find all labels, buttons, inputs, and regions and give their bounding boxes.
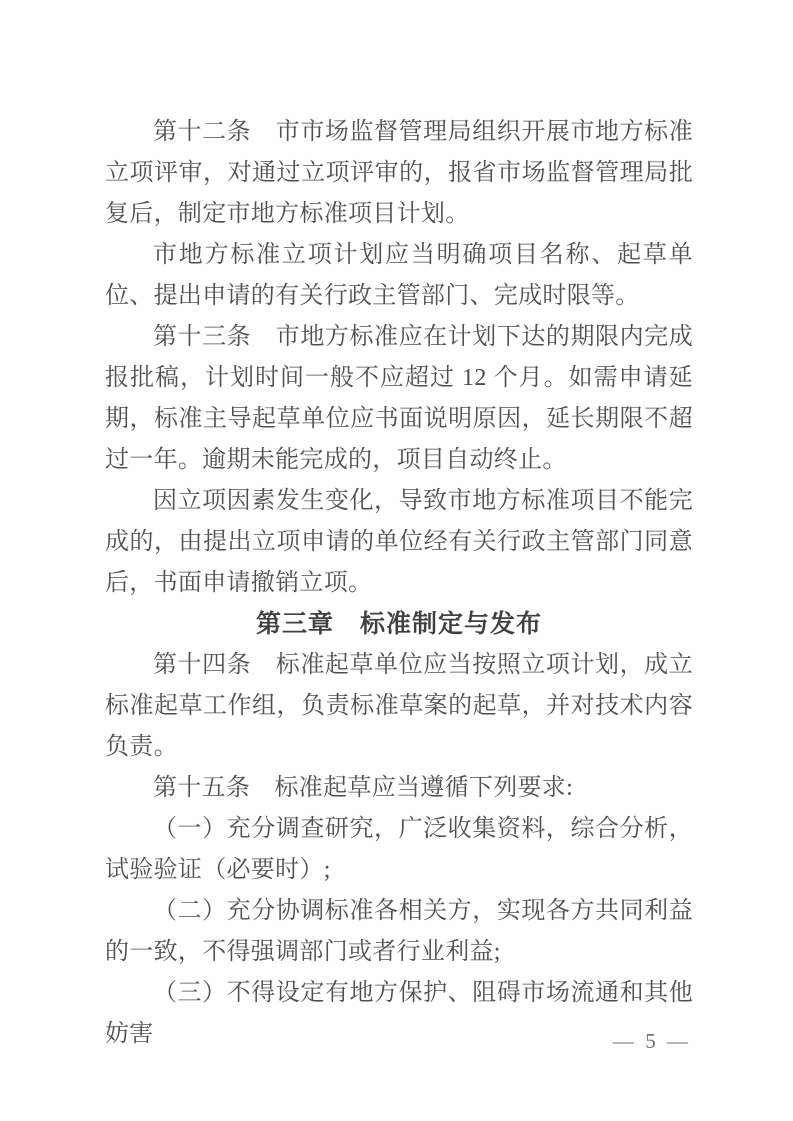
paragraph-article-12: 第十二条 市市场监督管理局组织开展市地方标准立项评审，对通过立项评审的，报省市场监督管理局批复后，制定市地方标准项目计划。 <box>105 119 693 227</box>
paragraph-project-plan-details: 市地方标准立项计划应当明确项目名称、起草单位、提出申请的有关行政主管部门、完成时限等。 <box>105 242 693 309</box>
paragraph-project-cancellation: 因立项因素发生变化，导致市地方标准项目不能完成的，由提出立项申请的单位经有关行政主管部门同意后，书面申请撤销立项。 <box>105 488 693 596</box>
paragraph-article-13: 第十三条 市地方标准应在计划下达的期限内完成报批稿，计划时间一般不应超过 12 个月。如需申请延期，标准主导起草单位应书面说明原因，延长期限不超过一年。逾期未能完成的，项目自动终止。 <box>105 324 693 473</box>
paragraph-article-15: 第十五条 标准起草应当遵循下列要求: <box>153 775 574 801</box>
paragraph-article-14: 第十四条 标准起草单位应当按照立项计划，成立标准起草工作组，负责标准草案的起草，并对技术内容负责。 <box>105 652 693 760</box>
page-number: — 5 — <box>613 1029 691 1053</box>
paragraph-requirement-item-2: （二）充分协调标准各相关方，实现各方共同利益的一致，不得强调部门或者行业利益; <box>105 898 693 965</box>
chapter-3-heading: 第三章 标准制定与发布 <box>255 610 542 638</box>
paragraph-requirement-item-1: （一）充分调查研究，广泛收集资料，综合分析，试验验证（必要时）; <box>105 816 693 883</box>
document-body <box>105 112 693 1055</box>
paragraph-requirement-item-3: （三）不得设定有地方保护、阻碍市场流通和其他妨害 <box>105 980 693 1047</box>
